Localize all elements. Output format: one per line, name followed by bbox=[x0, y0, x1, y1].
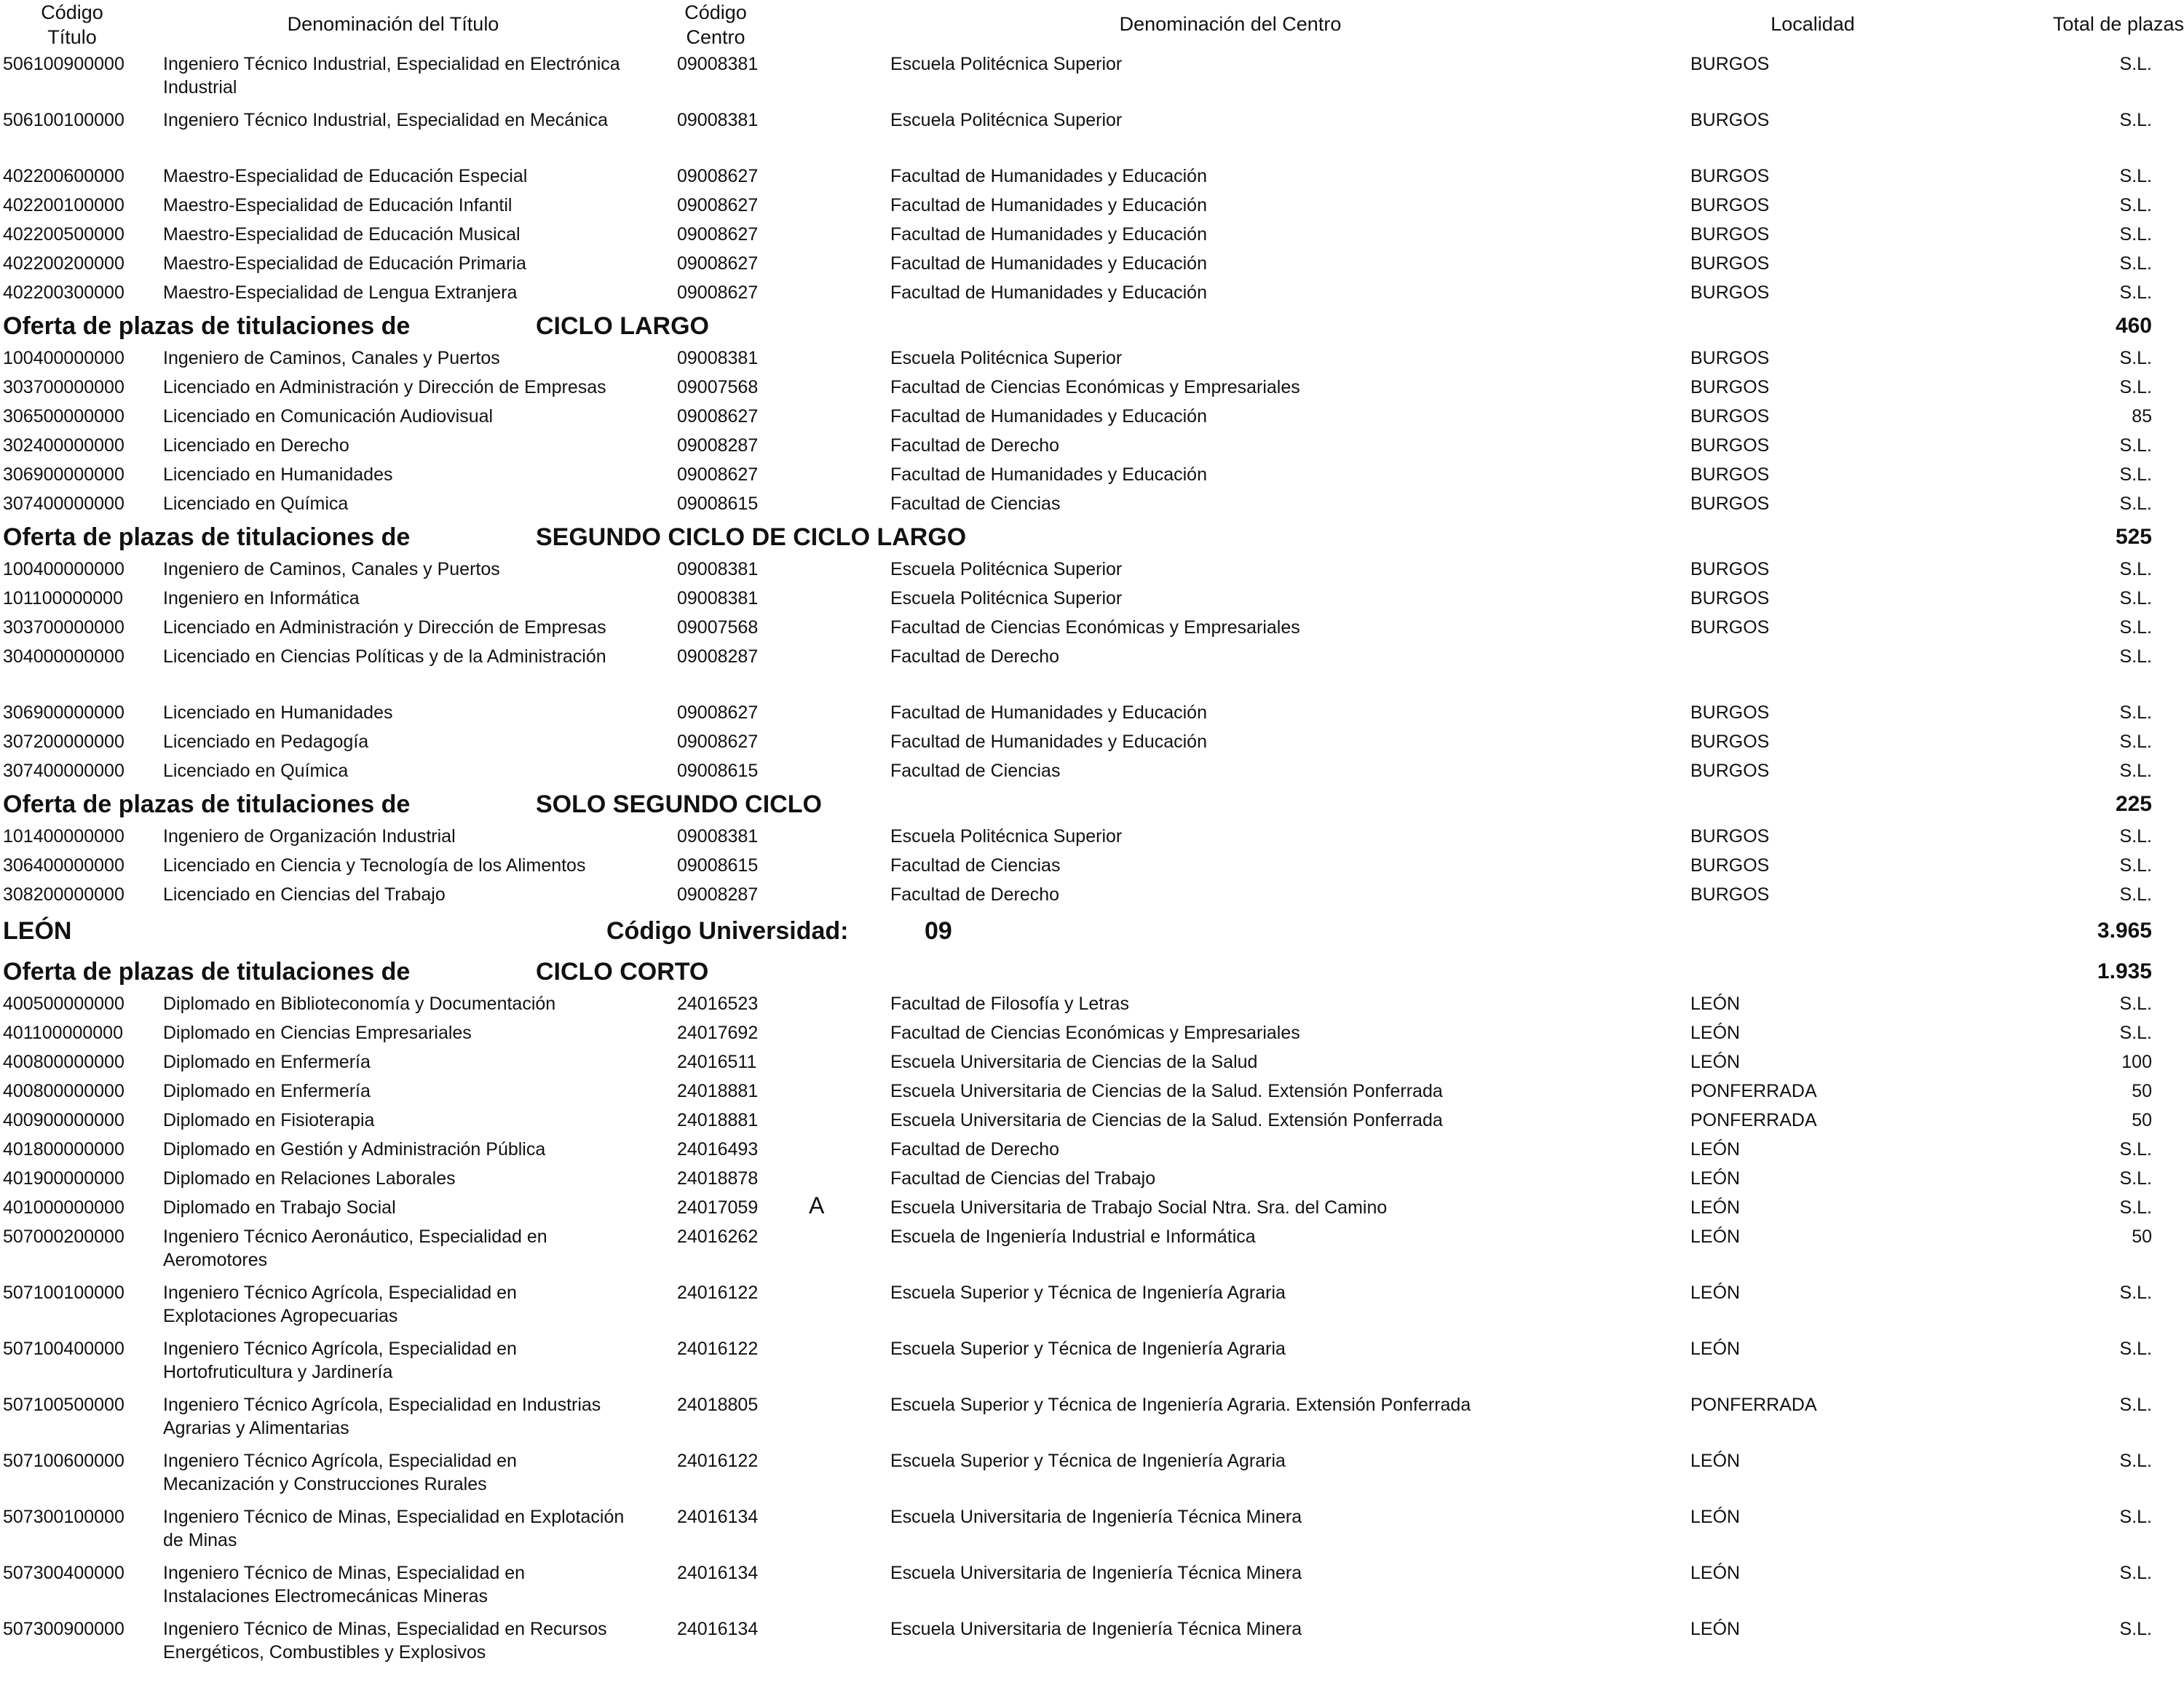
codigo-centro-cell: 09008615 bbox=[677, 855, 759, 876]
denominacion-titulo-cell: Licenciado en Ciencias del Trabajo bbox=[163, 884, 446, 905]
denominacion-titulo-cell: Licenciado en Administración y Dirección de Empresas bbox=[163, 377, 606, 397]
codigo-titulo-cell: 303700000000 bbox=[3, 617, 124, 638]
denominacion-titulo-cell: Diplomado en Gestión y Administración Pública bbox=[163, 1139, 546, 1160]
total-plazas-cell: S.L. bbox=[2119, 1168, 2152, 1189]
codigo-centro-cell: 24016122 bbox=[677, 1283, 759, 1303]
denominacion-titulo-cell: Ingeniero de Organización Industrial bbox=[163, 826, 456, 847]
denominacion-centro-cell: Escuela Universitaria de Trabajo Social Ntra. Sra. del Camino bbox=[890, 1197, 1388, 1218]
denominacion-centro-cell: Facultad de Ciencias bbox=[890, 855, 1061, 876]
university-code: 09 bbox=[925, 917, 952, 945]
total-plazas-cell: S.L. bbox=[2119, 282, 2152, 303]
codigo-centro-cell: 24018878 bbox=[677, 1168, 759, 1189]
localidad-cell: BURGOS bbox=[1690, 195, 1770, 215]
localidad-cell: BURGOS bbox=[1690, 224, 1770, 245]
localidad-cell: LEÓN bbox=[1690, 1139, 1741, 1160]
codigo-centro-cell: 09008287 bbox=[677, 884, 759, 905]
denominacion-centro-cell: Escuela Superior y Técnica de Ingeniería Agraria. Extensión Ponferrada bbox=[890, 1395, 1471, 1415]
section-label: Oferta de plazas de titulaciones de bbox=[3, 958, 411, 986]
total-plazas-cell: S.L. bbox=[2119, 855, 2152, 876]
localidad-cell: PONFERRADA bbox=[1690, 1395, 1817, 1415]
codigo-centro-cell: 24016493 bbox=[677, 1139, 759, 1160]
denominacion-titulo-cell: Licenciado en Comunicación Audiovisual bbox=[163, 406, 494, 427]
total-plazas-cell: 50 bbox=[2132, 1081, 2152, 1101]
localidad-cell: BURGOS bbox=[1690, 855, 1770, 876]
localidad-cell: LEÓN bbox=[1690, 1052, 1741, 1072]
denominacion-centro-cell: Escuela Politécnica Superior bbox=[890, 559, 1123, 579]
total-plazas-cell: S.L. bbox=[2119, 435, 2152, 456]
localidad-cell: BURGOS bbox=[1690, 54, 1770, 74]
codigo-centro-cell: 09008381 bbox=[677, 588, 759, 609]
localidad-cell: BURGOS bbox=[1690, 559, 1770, 579]
total-plazas-cell: S.L. bbox=[2119, 494, 2152, 514]
codigo-centro-cell: 24016134 bbox=[677, 1507, 759, 1527]
localidad-cell: LEÓN bbox=[1690, 1197, 1741, 1218]
denominacion-centro-cell: Facultad de Ciencias Económicas y Empresariales bbox=[890, 617, 1300, 638]
column-header-codigo-titulo: Código Título bbox=[41, 1, 103, 48]
codigo-titulo-cell: 507000200000 bbox=[3, 1227, 124, 1247]
localidad-cell: BURGOS bbox=[1690, 348, 1770, 368]
codigo-titulo-cell: 400800000000 bbox=[3, 1052, 124, 1072]
denominacion-titulo-cell: Ingeniero en Informática bbox=[163, 588, 360, 609]
codigo-titulo-cell: 401100000000 bbox=[3, 1023, 123, 1043]
total-plazas-cell: S.L. bbox=[2119, 646, 2152, 667]
column-header-denominacion-centro: Denominación del Centro bbox=[1119, 13, 1342, 35]
denominacion-centro-cell: Escuela Politécnica Superior bbox=[890, 588, 1123, 609]
codigo-titulo-cell: 307400000000 bbox=[3, 494, 124, 514]
section-label: Oferta de plazas de titulaciones de bbox=[3, 523, 411, 551]
denominacion-titulo-cell: Ingeniero Técnico Aeronáutico, Especialidad en Aeromotores bbox=[163, 1227, 547, 1270]
denominacion-centro-cell: Facultad de Humanidades y Educación bbox=[890, 732, 1207, 752]
denominacion-centro-cell: Facultad de Derecho bbox=[890, 435, 1060, 456]
codigo-centro-cell: 09008627 bbox=[677, 224, 759, 245]
section-total: 1.935 bbox=[2097, 959, 2152, 983]
total-plazas-cell: S.L. bbox=[2119, 348, 2152, 368]
localidad-cell: BURGOS bbox=[1690, 617, 1770, 638]
localidad-cell: LEÓN bbox=[1690, 1283, 1741, 1303]
denominacion-titulo-cell: Licenciado en Química bbox=[163, 761, 349, 781]
localidad-cell: BURGOS bbox=[1690, 588, 1770, 609]
denominacion-titulo-cell: Licenciado en Administración y Dirección de Empresas bbox=[163, 617, 606, 638]
total-plazas-cell: S.L. bbox=[2119, 1339, 2152, 1359]
localidad-cell: BURGOS bbox=[1690, 884, 1770, 905]
codigo-titulo-cell: 507100500000 bbox=[3, 1395, 124, 1415]
denominacion-centro-cell: Escuela Politécnica Superior bbox=[890, 54, 1123, 74]
codigo-centro-cell: 09008287 bbox=[677, 646, 759, 667]
denominacion-centro-cell: Facultad de Humanidades y Educación bbox=[890, 464, 1207, 485]
codigo-titulo-cell: 307400000000 bbox=[3, 761, 124, 781]
denominacion-titulo-cell: Licenciado en Derecho bbox=[163, 435, 349, 456]
total-plazas-cell: S.L. bbox=[2119, 588, 2152, 609]
localidad-cell: BURGOS bbox=[1690, 826, 1770, 847]
denominacion-titulo-cell: Ingeniero de Caminos, Canales y Puertos bbox=[163, 348, 500, 368]
codigo-centro-cell: 09008627 bbox=[677, 195, 759, 215]
total-plazas-cell: S.L. bbox=[2119, 195, 2152, 215]
total-plazas-cell: S.L. bbox=[2119, 464, 2152, 485]
section-total: 225 bbox=[2115, 792, 2152, 816]
localidad-cell: LEÓN bbox=[1690, 1451, 1741, 1471]
codigo-centro-cell: 09008381 bbox=[677, 559, 759, 579]
localidad-cell: BURGOS bbox=[1690, 166, 1770, 186]
denominacion-centro-cell: Facultad de Humanidades y Educación bbox=[890, 195, 1207, 215]
section-label: Oferta de plazas de titulaciones de bbox=[3, 312, 411, 340]
denominacion-titulo-cell: Licenciado en Humanidades bbox=[163, 464, 393, 485]
total-plazas-cell: S.L. bbox=[2119, 1139, 2152, 1160]
localidad-cell: BURGOS bbox=[1690, 435, 1770, 456]
codigo-centro-cell: 09008381 bbox=[677, 826, 759, 847]
codigo-centro-cell: 24016262 bbox=[677, 1227, 759, 1247]
codigo-centro-cell: 09008615 bbox=[677, 494, 759, 514]
localidad-cell: BURGOS bbox=[1690, 494, 1770, 514]
denominacion-titulo-cell: Diplomado en Relaciones Laborales bbox=[163, 1168, 456, 1189]
university-name: LEÓN bbox=[3, 917, 72, 945]
codigo-titulo-cell: 507300100000 bbox=[3, 1507, 124, 1527]
localidad-cell: BURGOS bbox=[1690, 406, 1770, 427]
codigo-titulo-cell: 304000000000 bbox=[3, 646, 124, 667]
localidad-cell: PONFERRADA bbox=[1690, 1110, 1817, 1130]
codigo-centro-cell: 24017059 bbox=[677, 1197, 759, 1218]
section-cycle: CICLO LARGO bbox=[536, 312, 709, 340]
codigo-centro-cell: 09007568 bbox=[677, 617, 759, 638]
codigo-centro-cell: 09008627 bbox=[677, 464, 759, 485]
total-plazas-cell: S.L. bbox=[2119, 1197, 2152, 1218]
localidad-cell: LEÓN bbox=[1690, 1563, 1741, 1583]
codigo-titulo-cell: 306900000000 bbox=[3, 464, 124, 485]
denominacion-titulo-cell: Ingeniero Técnico Agrícola, Especialidad en Industrias Agrarias y Alimentarias bbox=[163, 1395, 601, 1438]
total-plazas-cell: S.L. bbox=[2119, 761, 2152, 781]
denominacion-titulo-cell: Diplomado en Fisioterapia bbox=[163, 1110, 375, 1130]
denominacion-centro-cell: Facultad de Humanidades y Educación bbox=[890, 282, 1207, 303]
column-header-codigo-centro: Código Centro bbox=[684, 1, 747, 48]
codigo-titulo-cell: 101100000000 bbox=[3, 588, 123, 609]
denominacion-centro-cell: Facultad de Humanidades y Educación bbox=[890, 166, 1207, 186]
codigo-titulo-cell: 400500000000 bbox=[3, 994, 124, 1014]
column-header-total-plazas: Total de plazas bbox=[2052, 13, 2184, 35]
total-plazas-cell: S.L. bbox=[2119, 377, 2152, 397]
codigo-centro-cell: 24018881 bbox=[677, 1081, 759, 1101]
denominacion-titulo-cell: Ingeniero Técnico Industrial, Especialidad en Mecánica bbox=[163, 110, 609, 130]
total-plazas-cell: S.L. bbox=[2119, 1395, 2152, 1415]
university-code-label: Código Universidad: bbox=[606, 917, 849, 945]
total-plazas-cell: S.L. bbox=[2119, 732, 2152, 752]
denominacion-centro-cell: Facultad de Derecho bbox=[890, 884, 1060, 905]
codigo-centro-cell: 24018805 bbox=[677, 1395, 759, 1415]
codigo-centro-cell: 09008627 bbox=[677, 702, 759, 723]
localidad-cell: BURGOS bbox=[1690, 253, 1770, 274]
codigo-centro-cell: 09008627 bbox=[677, 166, 759, 186]
denominacion-centro-cell: Facultad de Filosofía y Letras bbox=[890, 994, 1129, 1014]
denominacion-centro-cell: Facultad de Derecho bbox=[890, 1139, 1060, 1160]
total-plazas-cell: S.L. bbox=[2119, 1023, 2152, 1043]
denominacion-titulo-cell: Maestro-Especialidad de Educación Especial bbox=[163, 166, 528, 186]
section-cycle: SEGUNDO CICLO DE CICLO LARGO bbox=[536, 523, 967, 551]
denominacion-centro-cell: Escuela de Ingeniería Industrial e Informática bbox=[890, 1227, 1256, 1247]
denominacion-centro-cell: Escuela Universitaria de Ingeniería Técnica Minera bbox=[890, 1563, 1302, 1583]
codigo-centro-cell: 09008381 bbox=[677, 54, 759, 74]
total-plazas-cell: S.L. bbox=[2119, 702, 2152, 723]
total-plazas-cell: S.L. bbox=[2119, 826, 2152, 847]
denominacion-centro-cell: Facultad de Humanidades y Educación bbox=[890, 253, 1207, 274]
denominacion-titulo-cell: Maestro-Especialidad de Educación Primaria bbox=[163, 253, 526, 274]
codigo-centro-cell: 24016122 bbox=[677, 1339, 759, 1359]
denominacion-centro-cell: Escuela Politécnica Superior bbox=[890, 110, 1123, 130]
localidad-cell: LEÓN bbox=[1690, 994, 1741, 1014]
codigo-centro-cell: 24017692 bbox=[677, 1023, 759, 1043]
denominacion-centro-cell: Facultad de Derecho bbox=[890, 646, 1060, 667]
denominacion-titulo-cell: Ingeniero Técnico Agrícola, Especialidad en Mecanización y Construcciones Rurales bbox=[163, 1451, 517, 1494]
total-plazas-cell: S.L. bbox=[2119, 253, 2152, 274]
denominacion-centro-cell: Escuela Superior y Técnica de Ingeniería Agraria bbox=[890, 1451, 1286, 1471]
total-plazas-cell: S.L. bbox=[2119, 110, 2152, 130]
denominacion-titulo-cell: Licenciado en Química bbox=[163, 494, 349, 514]
column-header-denominacion-titulo: Denominación del Título bbox=[287, 13, 499, 35]
localidad-cell: LEÓN bbox=[1690, 1023, 1741, 1043]
total-plazas-cell: 85 bbox=[2132, 406, 2152, 427]
codigo-titulo-cell: 507300900000 bbox=[3, 1619, 124, 1639]
codigo-titulo-cell: 306900000000 bbox=[3, 702, 124, 723]
denominacion-centro-cell: Escuela Universitaria de Ingeniería Técnica Minera bbox=[890, 1507, 1302, 1527]
codigo-centro-cell: 09007568 bbox=[677, 377, 759, 397]
denominacion-titulo-cell: Diplomado en Trabajo Social bbox=[163, 1197, 396, 1218]
denominacion-titulo-cell: Licenciado en Ciencia y Tecnología de los Alimentos bbox=[163, 855, 586, 876]
codigo-titulo-cell: 506100100000 bbox=[3, 110, 124, 130]
denominacion-centro-cell: Facultad de Ciencias bbox=[890, 761, 1061, 781]
total-plazas-cell: S.L. bbox=[2119, 617, 2152, 638]
denominacion-centro-cell: Escuela Politécnica Superior bbox=[890, 348, 1123, 368]
codigo-centro-cell: 09008627 bbox=[677, 732, 759, 752]
denominacion-centro-cell: Facultad de Ciencias Económicas y Empresariales bbox=[890, 1023, 1300, 1043]
total-plazas-cell: S.L. bbox=[2119, 994, 2152, 1014]
total-plazas-cell: S.L. bbox=[2119, 884, 2152, 905]
denominacion-titulo-cell: Diplomado en Biblioteconomía y Documentación bbox=[163, 994, 556, 1014]
total-plazas-cell: S.L. bbox=[2119, 1563, 2152, 1583]
denominacion-titulo-cell: Diplomado en Enfermería bbox=[163, 1052, 371, 1072]
university-total: 3.965 bbox=[2097, 919, 2152, 943]
codigo-titulo-cell: 401900000000 bbox=[3, 1168, 124, 1189]
denominacion-centro-cell: Facultad de Humanidades y Educación bbox=[890, 702, 1207, 723]
codigo-titulo-cell: 306500000000 bbox=[3, 406, 124, 427]
total-plazas-cell: S.L. bbox=[2119, 54, 2152, 74]
localidad-cell: LEÓN bbox=[1690, 1507, 1741, 1527]
denominacion-centro-cell: Facultad de Ciencias bbox=[890, 494, 1061, 514]
codigo-titulo-cell: 401800000000 bbox=[3, 1139, 124, 1160]
denominacion-titulo-cell: Ingeniero Técnico de Minas, Especialidad en Instalaciones Electromecánicas Mineras bbox=[163, 1563, 526, 1606]
denominacion-titulo-cell: Maestro-Especialidad de Educación Infantil bbox=[163, 195, 513, 215]
codigo-titulo-cell: 100400000000 bbox=[3, 348, 124, 368]
codigo-centro-cell: 24016511 bbox=[677, 1052, 757, 1072]
denominacion-titulo-cell: Ingeniero Técnico de Minas, Especialidad en Explotación de Minas bbox=[163, 1507, 625, 1550]
codigo-titulo-cell: 507100400000 bbox=[3, 1339, 124, 1359]
section-cycle: CICLO CORTO bbox=[536, 958, 709, 986]
localidad-cell: LEÓN bbox=[1690, 1339, 1741, 1359]
localidad-cell: PONFERRADA bbox=[1690, 1081, 1817, 1101]
codigo-titulo-cell: 402200500000 bbox=[3, 224, 124, 245]
codigo-centro-cell: 24016134 bbox=[677, 1619, 759, 1639]
section-total: 525 bbox=[2115, 525, 2152, 549]
codigo-centro-cell: 09008627 bbox=[677, 406, 759, 427]
codigo-centro-cell: 09008627 bbox=[677, 253, 759, 274]
localidad-cell: BURGOS bbox=[1690, 377, 1770, 397]
total-plazas-cell: 50 bbox=[2132, 1110, 2152, 1130]
codigo-titulo-cell: 400900000000 bbox=[3, 1110, 124, 1130]
codigo-titulo-cell: 402200300000 bbox=[3, 282, 124, 303]
codigo-centro-cell: 24016122 bbox=[677, 1451, 759, 1471]
denominacion-centro-cell: Facultad de Ciencias Económicas y Empresariales bbox=[890, 377, 1300, 397]
localidad-cell: BURGOS bbox=[1690, 702, 1770, 723]
codigo-titulo-cell: 402200200000 bbox=[3, 253, 124, 274]
codigo-centro-cell: 24016523 bbox=[677, 994, 759, 1014]
codigo-centro-cell: 09008615 bbox=[677, 761, 759, 781]
denominacion-titulo-cell: Licenciado en Humanidades bbox=[163, 702, 393, 723]
codigo-titulo-cell: 400800000000 bbox=[3, 1081, 124, 1101]
denominacion-centro-cell: Escuela Superior y Técnica de Ingeniería Agraria bbox=[890, 1339, 1286, 1359]
section-cycle: SOLO SEGUNDO CICLO bbox=[536, 790, 822, 818]
denominacion-titulo-cell: Licenciado en Ciencias Políticas y de la Administración bbox=[163, 646, 606, 667]
denominacion-centro-cell: Escuela Universitaria de Ciencias de la Salud bbox=[890, 1052, 1258, 1072]
denominacion-titulo-cell: Ingeniero Técnico de Minas, Especialidad en Recursos Energéticos, Combustibles y Explosivos bbox=[163, 1619, 607, 1663]
total-plazas-cell: S.L. bbox=[2119, 1619, 2152, 1639]
codigo-titulo-cell: 507100600000 bbox=[3, 1451, 124, 1471]
section-label: Oferta de plazas de titulaciones de bbox=[3, 790, 411, 818]
codigo-titulo-cell: 402200100000 bbox=[3, 195, 124, 215]
localidad-cell: BURGOS bbox=[1690, 110, 1770, 130]
denominacion-titulo-cell: Ingeniero Técnico Industrial, Especialidad en Electrónica Industrial bbox=[163, 54, 620, 98]
total-plazas-cell: S.L. bbox=[2119, 559, 2152, 579]
codigo-titulo-cell: 402200600000 bbox=[3, 166, 124, 186]
total-plazas-cell: S.L. bbox=[2119, 224, 2152, 245]
denominacion-centro-cell: Escuela Politécnica Superior bbox=[890, 826, 1123, 847]
denominacion-centro-cell: Facultad de Humanidades y Educación bbox=[890, 406, 1207, 427]
codigo-titulo-cell: 101400000000 bbox=[3, 826, 124, 847]
total-plazas-cell: S.L. bbox=[2119, 1283, 2152, 1303]
localidad-cell: BURGOS bbox=[1690, 282, 1770, 303]
denominacion-titulo-cell: Maestro-Especialidad de Educación Musical bbox=[163, 224, 521, 245]
denominacion-titulo-cell: Maestro-Especialidad de Lengua Extranjera bbox=[163, 282, 518, 303]
denominacion-titulo-cell: Ingeniero Técnico Agrícola, Especialidad en Explotaciones Agropecuarias bbox=[163, 1283, 517, 1326]
denominacion-centro-cell: Facultad de Humanidades y Educación bbox=[890, 224, 1207, 245]
denominacion-titulo-cell: Diplomado en Ciencias Empresariales bbox=[163, 1023, 472, 1043]
localidad-cell: BURGOS bbox=[1690, 761, 1770, 781]
codigo-centro-cell: 09008381 bbox=[677, 348, 759, 368]
localidad-cell: BURGOS bbox=[1690, 464, 1770, 485]
denominacion-titulo-cell: Ingeniero Técnico Agrícola, Especialidad en Hortofruticultura y Jardinería bbox=[163, 1339, 517, 1382]
annotation-mark: A bbox=[809, 1192, 825, 1219]
denominacion-centro-cell: Escuela Universitaria de Ciencias de la Salud. Extensión Ponferrada bbox=[890, 1081, 1443, 1101]
denominacion-centro-cell: Escuela Superior y Técnica de Ingeniería Agraria bbox=[890, 1283, 1286, 1303]
localidad-cell: LEÓN bbox=[1690, 1619, 1741, 1639]
codigo-titulo-cell: 306400000000 bbox=[3, 855, 124, 876]
total-plazas-cell: S.L. bbox=[2119, 1451, 2152, 1471]
codigo-titulo-cell: 303700000000 bbox=[3, 377, 124, 397]
codigo-titulo-cell: 308200000000 bbox=[3, 884, 124, 905]
total-plazas-cell: S.L. bbox=[2119, 1507, 2152, 1527]
denominacion-centro-cell: Escuela Universitaria de Ingeniería Técnica Minera bbox=[890, 1619, 1302, 1639]
codigo-titulo-cell: 100400000000 bbox=[3, 559, 124, 579]
codigo-centro-cell: 09008287 bbox=[677, 435, 759, 456]
codigo-titulo-cell: 507300400000 bbox=[3, 1563, 124, 1583]
denominacion-titulo-cell: Ingeniero de Caminos, Canales y Puertos bbox=[163, 559, 500, 579]
codigo-centro-cell: 24018881 bbox=[677, 1110, 759, 1130]
codigo-titulo-cell: 507100100000 bbox=[3, 1283, 124, 1303]
denominacion-centro-cell: Facultad de Ciencias del Trabajo bbox=[890, 1168, 1156, 1189]
codigo-titulo-cell: 307200000000 bbox=[3, 732, 124, 752]
column-header-localidad: Localidad bbox=[1770, 13, 1855, 35]
codigo-titulo-cell: 302400000000 bbox=[3, 435, 124, 456]
denominacion-titulo-cell: Diplomado en Enfermería bbox=[163, 1081, 371, 1101]
codigo-centro-cell: 24016134 bbox=[677, 1563, 759, 1583]
localidad-cell: BURGOS bbox=[1690, 732, 1770, 752]
codigo-centro-cell: 09008381 bbox=[677, 110, 759, 130]
localidad-cell: LEÓN bbox=[1690, 1168, 1741, 1189]
localidad-cell: LEÓN bbox=[1690, 1227, 1741, 1247]
denominacion-centro-cell: Escuela Universitaria de Ciencias de la Salud. Extensión Ponferrada bbox=[890, 1110, 1443, 1130]
total-plazas-cell: S.L. bbox=[2119, 166, 2152, 186]
codigo-centro-cell: 09008627 bbox=[677, 282, 759, 303]
section-total: 460 bbox=[2115, 314, 2152, 338]
codigo-titulo-cell: 401000000000 bbox=[3, 1197, 124, 1218]
denominacion-titulo-cell: Licenciado en Pedagogía bbox=[163, 732, 369, 752]
codigo-titulo-cell: 506100900000 bbox=[3, 54, 124, 74]
total-plazas-cell: 50 bbox=[2132, 1227, 2152, 1247]
total-plazas-cell: 100 bbox=[2121, 1052, 2152, 1072]
